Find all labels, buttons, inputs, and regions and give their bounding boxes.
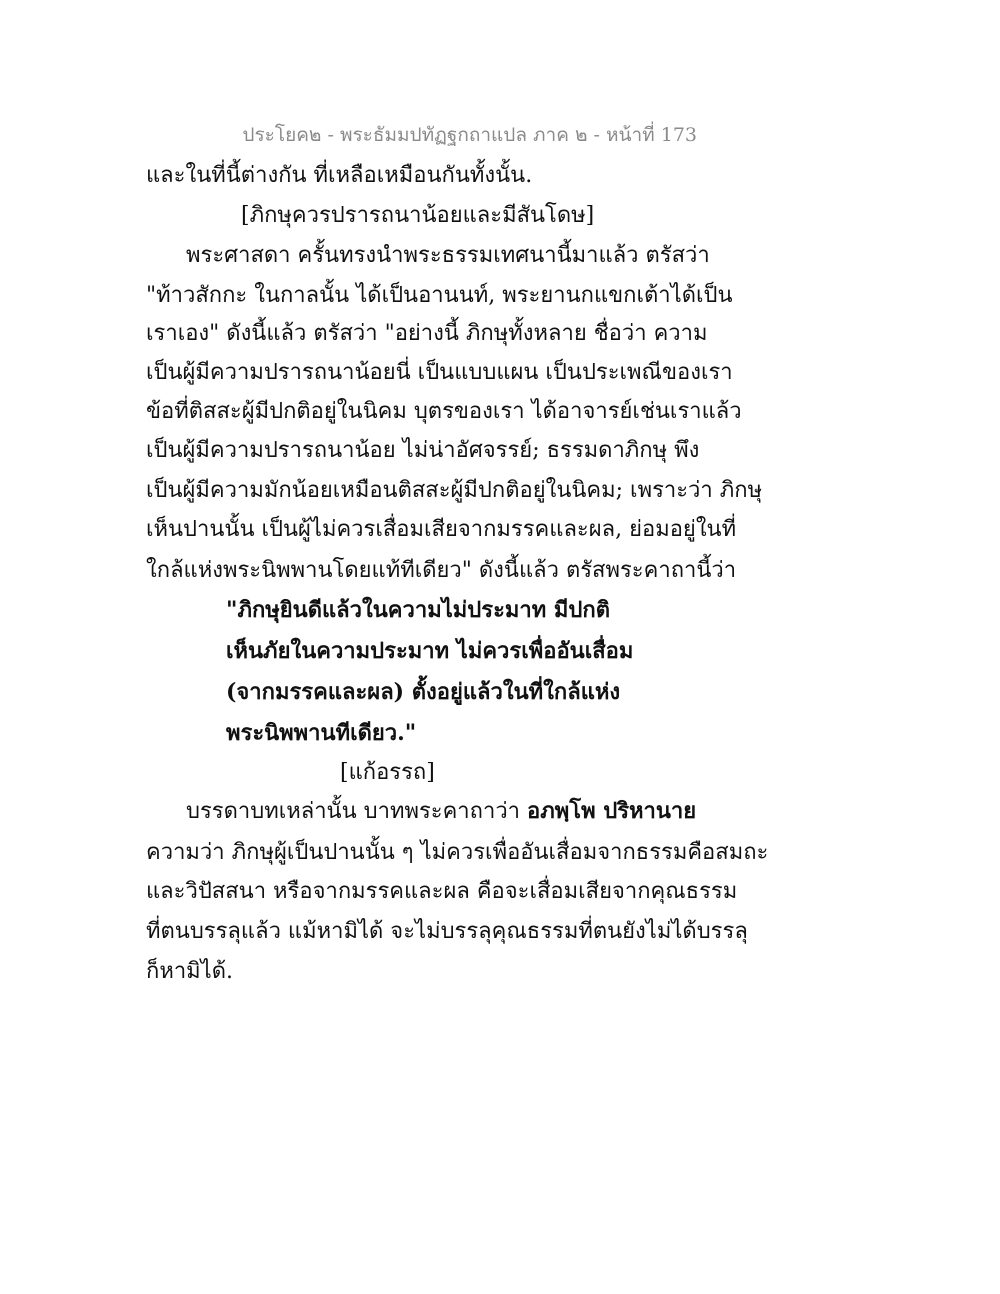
body-line-01: และในที่นี้ต่างกัน ที่เหลือเหมือนกันทั้งนั้น. [146, 163, 533, 188]
verse-line-4: พระนิพพานทีเดียว." [226, 720, 417, 746]
body-line-06: ข้อที่ติสสะผู้มีปกติอยู่ในนิคม บุตรของเรา ได้อาจารย์เช่นเราแล้ว [146, 399, 742, 424]
pali-term: อภพฺโพ ปริหานาย [527, 798, 697, 824]
commentary-line-3: และวิปัสสนา หรือจากมรรคและผล คือจะเสื่อมเสียจากคุณธรรม [146, 879, 738, 904]
body-line-04: เราเอง" ดังนี้แล้ว ตรัสว่า "อย่างนี้ ภิกษุทั้งหลาย ชื่อว่า ความ [146, 321, 708, 346]
body-line-07: เป็นผู้มีความปรารถนาน้อย ไม่น่าอัศจรรย์; ธรรมดาภิกษุ พึง [146, 438, 700, 463]
verse-line-3: (จากมรรคและผล) ตั้งอยู่แล้วในที่ใกล้แห่ง [226, 679, 621, 705]
commentary-line-1 [186, 800, 696, 823]
body-line-09: เห็นปานนั้น เป็นผู้ไม่ควรเสื่อมเสียจากมรรคและผล, ย่อมอยู่ในที่ [146, 517, 737, 542]
body-line-10: ใกล้แห่งพระนิพพานโดยแท้ทีเดียว" ดังนี้แล้ว ตรัสพระคาถานี้ว่า [146, 558, 737, 583]
section-heading: [ภิกษุควรปรารถนาน้อยและมีสันโดษ] [241, 203, 595, 228]
commentary-line-4: ที่ตนบรรลุแล้ว แม้หามิได้ จะไม่บรรลุคุณธรรมที่ตนยังไม่ได้บรรลุ [146, 919, 748, 944]
body-line-03: "ท้าวสักกะ ในกาลนั้น ได้เป็นอานนท์, พระยานกแขกเต้าได้เป็น [146, 283, 733, 308]
verse-line-2: เห็นภัยในความประมาท ไม่ควรเพื่ออันเสื่อม [226, 638, 634, 664]
verse-line-1: "ภิกษุยินดีแล้วในความไม่ประมาท มีปกติ [226, 597, 610, 623]
commentary-line-5: ก็หามิได้. [146, 959, 234, 984]
commentary-heading: [แก้อรรถ] [340, 760, 435, 785]
body-line-02: พระศาสดา ครั้นทรงนำพระธรรมเทศนานี้มาแล้ว ตรัสว่า [186, 243, 710, 268]
running-head: ประโยค๒ - พระธัมมปทัฏฐกถาแปล ภาค ๒ - หน้าที่ 173 [242, 124, 697, 146]
commentary-line-1-text: บรรดาบทเหล่านั้น บาทพระคาถาว่า [186, 799, 521, 824]
body-line-05: เป็นผู้มีความปรารถนาน้อยนี่ เป็นแบบแผน เป็นประเพณีของเรา [146, 360, 733, 385]
commentary-line-2: ความว่า ภิกษุผู้เป็นปานนั้น ๆ ไม่ควรเพื่ออันเสื่อมจากธรรมคือสมถะ [146, 840, 769, 865]
body-line-08: เป็นผู้มีความมักน้อยเหมือนติสสะผู้มีปกติอยู่ในนิคม; เพราะว่า ภิกษุ [146, 478, 763, 503]
